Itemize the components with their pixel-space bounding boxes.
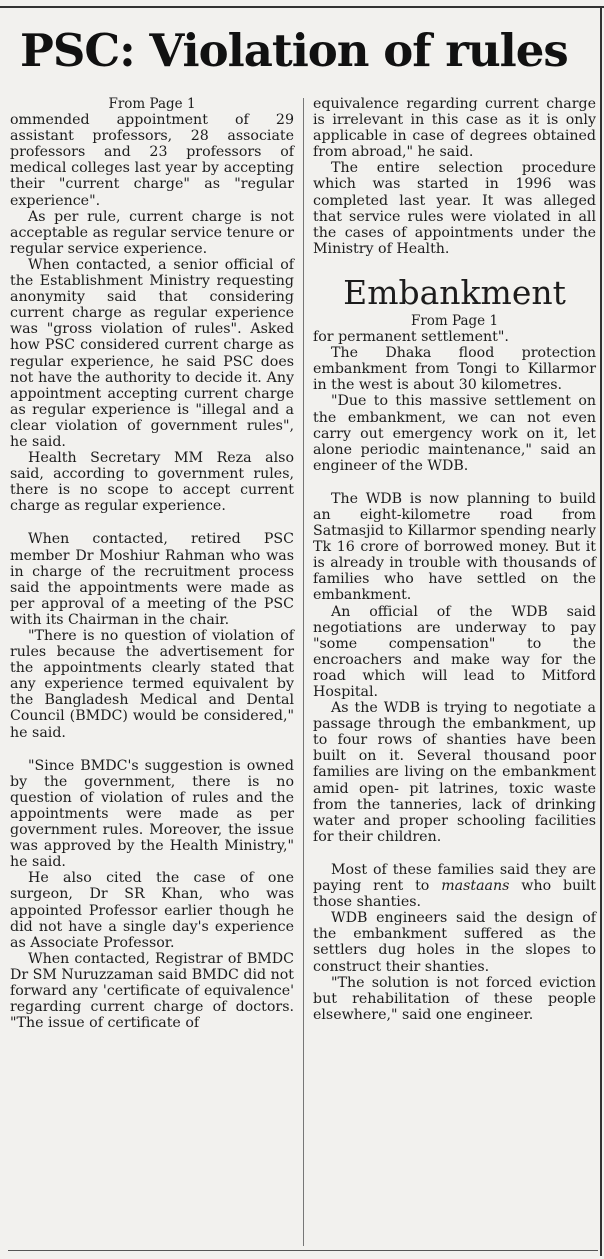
bottom-rule <box>8 1250 598 1251</box>
paragraph: ommended appointment of 29 assistant professors, 28 associate professors and 23 professors of medical colleges last year by accepting their "current charge" as "regular experience". <box>10 112 294 209</box>
paragraph: "Due to this massive settlement on the embankment, we can not even carry out emergency work on it, let alone periodic maintenance," said an engineer of the WDB. <box>313 393 596 474</box>
paragraph: equivalence regarding current charge is irrelevant in this case as it is only applicable in case of degrees obtained from abroad," he said. <box>313 96 596 161</box>
paragraph: When contacted, retired PSC member Dr Moshiur Rahman who was in charge of the recruitment process said the appointments were made as per approval of a meeting of the PSC with its Chairman in the chair. <box>10 531 294 628</box>
paragraph: for permanent settlement". <box>313 329 509 346</box>
paragraph: WDB engineers said the design of the embankment suffered as the settlers dug holes in the slopes to construct their shanties. <box>313 910 596 975</box>
paragraph: When contacted, Registrar of BMDC Dr SM Nuruzzaman said BMDC did not forward any 'certificate of equivalence' regarding current charge of doctors. "The issue of certificate of <box>10 950 295 1032</box>
paragraph: The WDB is now planning to build an eight-kilometre road from Satmasjid to Killarmor spending nearly Tk 16 crore of borrowed money. But it is already in trouble with thousands of families who have settled on the embankment. <box>313 490 596 604</box>
headline: PSC: Violation of rules <box>20 24 568 77</box>
paragraph: When contacted, a senior official of the Establishment Ministry requesting anonymity said that considering current charge as regular experience was "gross violation of rules". Asked how PSC considered current charge as regular experience, he said PSC does not have the authority to decide it. Any appointment accepting current charge as regular experience is "illegal and a clear violation of government rules", he said. <box>10 256 294 450</box>
paragraph-text: Most of these families said they are paying rent to <box>313 861 596 895</box>
embankment-headline: Embankment <box>343 272 566 312</box>
column-separator <box>303 98 304 1246</box>
paragraph: "The solution is not forced eviction but rehabilitation of these people elsewhere," said one engineer. <box>313 974 596 1023</box>
paragraph: He also cited the case of one surgeon, Dr SR Khan, who was appointed Professor earlier though he did not have a single day's experience as Associate Professor. <box>10 870 294 951</box>
paragraph-text: who built those shanties. <box>313 878 597 911</box>
paragraph: As the WDB is trying to negotiate a passage through the embankment, up to four rows of shanties have been built on it. Several thousand poor families are living on the embankment amid open- pit latrines, toxic waste from the tanneries, lack of drinking water and proper schooling facilities for their children. <box>313 700 596 845</box>
paragraph: "There is no question of violation of rules because the advertisement for the appointments clearly stated that any experience termed equivalent by the Bangladesh Medical and Dental Council (BMDC) would be considered," he said. <box>10 628 294 741</box>
paragraph: The entire selection procedure which was started in 1996 was completed last year. It was alleged that service rules were violated in all the cases of appointments under the Ministry of Health. <box>313 160 596 257</box>
left-column <box>10 96 294 1031</box>
paragraph: Health Secretary MM Reza also said, according to government rules, there is no scope to accept current charge as regular experience. <box>10 450 294 515</box>
italic-word: mastaans <box>441 878 510 895</box>
right-rule <box>600 6 602 1256</box>
paragraph: The Dhaka flood protection embankment from Tongi to Killarmor in the west is about 30 kilometres. <box>313 345 596 394</box>
top-rule <box>0 6 604 8</box>
jump-line: From Page 1 <box>108 96 196 112</box>
right-column <box>313 96 596 1023</box>
paragraph-mastaans <box>313 862 596 910</box>
paragraph: As per rule, current charge is not acceptable as regular service tenure or regular service experience. <box>10 208 294 257</box>
embankment-jump-line: From Page 1 <box>410 312 499 329</box>
paragraph: "Since BMDC's suggestion is owned by the government, there is no question of violation of rules and the appointments were made as per government rules. Moreover, the issue was approved by the Health Ministry," he said. <box>10 757 294 871</box>
paragraph: An official of the WDB said negotiations are underway to pay "some compensation" to the encroachers and make way for the road which will lead to Mitford Hospital. <box>313 603 596 700</box>
